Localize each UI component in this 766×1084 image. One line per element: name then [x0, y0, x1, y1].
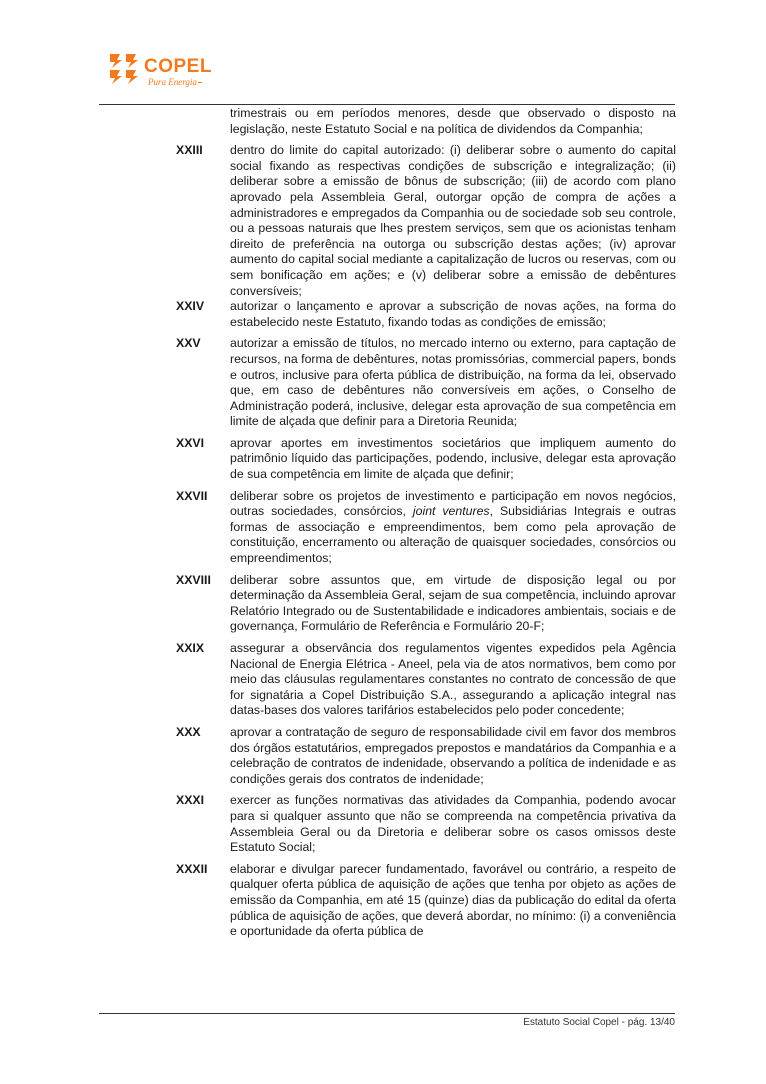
copel-logo-icon	[108, 52, 140, 86]
clause-xxv	[120, 336, 676, 430]
clause-number: XXVIII	[176, 572, 211, 587]
paragraph-text: trimestrais ou em períodos menores, desde que observado o disposto na legislação, neste Estatuto Social e na política de dividendos da Companhia;	[230, 106, 676, 136]
clause-number: XXIII	[176, 143, 203, 158]
clause-number: XXIV	[176, 299, 205, 314]
copel-logo	[108, 52, 268, 92]
clause-xxx	[120, 725, 676, 787]
footer-divider	[99, 1013, 675, 1014]
logo-name: COPEL	[144, 56, 212, 77]
clause-text-part: deliberar sobre os projetos de investimento e participação em novos negócios, outras sociedades, consórcios,	[230, 488, 676, 519]
clause-number: XXX	[176, 724, 201, 739]
clause-text	[230, 489, 676, 567]
clause-text: aprovar aportes em investimentos societários que impliquem aumento do patrimônio líquido das participações, podendo, inclusive, delegar esta aprovação de sua competência em limite de alçada que definir;	[230, 435, 676, 482]
header-divider	[99, 104, 675, 105]
clause-text: autorizar o lançamento e aprovar a subscrição de novas ações, na forma do estabelecido neste Estatuto, fixando todas as condições de emissão;	[230, 299, 676, 329]
clause-text: exercer as funções normativas das atividades da Companhia, podendo avocar para si qualquer assunto que não se compreenda na competência privativa da Assembleia Geral ou da Diretoria e deliberar sobre os casos omissos deste Estatuto Social;	[230, 793, 676, 855]
clause-number: XXIX	[176, 641, 205, 655]
continuation-paragraph	[120, 106, 676, 137]
page-footer: Estatuto Social Copel - pág. 13/40	[523, 1017, 675, 1028]
clause-number: XXXI	[176, 793, 205, 808]
clause-xxix	[120, 641, 676, 719]
clause-number: XXVII	[176, 488, 208, 503]
clause-text: autorizar a emissão de títulos, no mercado interno ou externo, para captação de recursos, na forma de debêntures, notas promissórias, commercial papers, bonds e outros, inclusive para oferta pública de distribuição, na forma da lei, observado que, em caso de debêntures não conversíveis em ações, o Conselho de Administração poderá, inclusive, delegar esta aprovação de sua competência em limite de alçada que definir para a Diretoria Reunida;	[230, 336, 676, 429]
clause-number: XXVI	[176, 435, 205, 450]
clause-number: XXXII	[176, 861, 208, 876]
clause-xxxii	[120, 862, 676, 940]
clause-xxvi	[120, 436, 676, 483]
clause-xxiii	[120, 143, 676, 299]
clause-xxviii	[120, 573, 676, 635]
logo-tagline: Pura Energia	[148, 77, 202, 87]
clause-text: elaborar e divulgar parecer fundamentado, favorável ou contrário, a respeito de qualquer oferta pública de aquisição de ações que tenha por objeto as ações de emissão da Companhia, em até 15 (quinze) dias da publicação do edital da oferta pública de aquisição de ações, que deverá abordar, no mínimo: (i) a conveniência e oportunidade da oferta pública de	[230, 861, 676, 939]
clause-text: dentro do limite do capital autorizado: (i) deliberar sobre o aumento do capital social fixando as respectivas condições de subscrição e integralização; (ii) deliberar sobre a emissão de bônus de subscrição; (iii) de acordo com plano aprovado pela Assembleia Geral, outorgar opção de compra de ações a administradores e empregados da Companhia ou de sociedade sob seu controle, ou a pessoas naturais que lhes prestem serviços, sem que os acionistas tenham direito de preferência na outorga ou subscrição destas ações; (iv) aprovar aumento do capital social mediante a capitalização de lucros ou reservas, com ou sem bonificação em ações; e (v) deliberar sobre a emissão de debêntures conversíveis;	[230, 143, 676, 298]
clause-xxxi	[120, 793, 676, 855]
clause-text: aprovar a contratação de seguro de responsabilidade civil em favor dos membros dos órgãos estatutários, empregados prepostos e mandatários da Companhia e a celebração de contratos de indenidade, observando a política de indenidade e as condições gerais dos contratos de indenidade;	[230, 724, 676, 786]
clause-text: deliberar sobre assuntos que, em virtude de disposição legal ou por determinação da Assembleia Geral, sejam de sua competência, incluindo aprovar Relatório Integrado ou de Sustentabilidade e indicadores ambientais, sociais e de governança, Formulário de Referência e Formulário 20-F;	[230, 572, 676, 634]
clause-text-italic: joint ventures	[412, 504, 490, 519]
document-body	[120, 106, 676, 946]
clause-number: XXV	[176, 336, 201, 351]
clause-text: assegurar a observância dos regulamentos vigentes expedidos pela Agência Nacional de Energia Elétrica - Aneel, pela via de atos normativos, bem como por meio das cláusulas regulamentares constantes no contrato de concessão de que for signatária a Copel Distribuição S.A., assegurando a aplicação integral nas datas-bases dos valores tarifários estabelecidos pelo poder concedente;	[230, 641, 676, 718]
clause-xxiv	[120, 299, 676, 330]
clause-text-part: , Subsidiárias Integrais e outras formas de associação e empreendimentos, bem como pela aprovação de constituição, encerramento ou alteração de quaisquer sociedades, consórcios ou empreendimentos;	[230, 504, 677, 566]
clause-xxvii	[120, 489, 676, 567]
